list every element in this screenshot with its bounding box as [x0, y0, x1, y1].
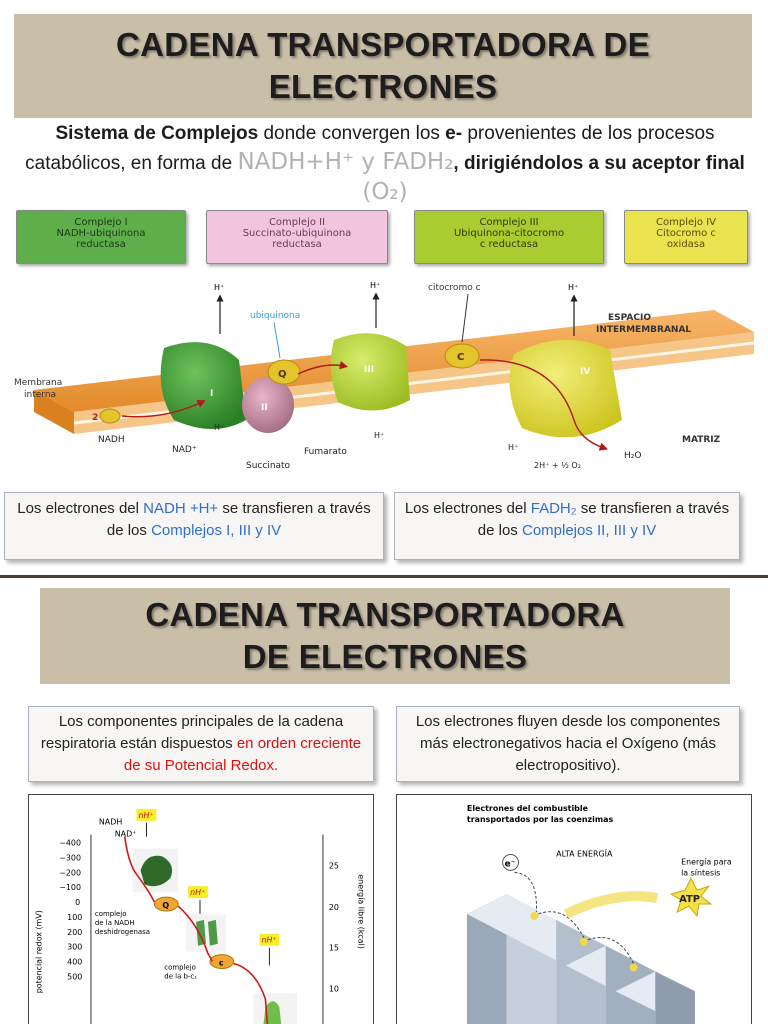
hplus-label-bottom-3: H⁺ [508, 443, 519, 452]
electron-step-1 [530, 912, 538, 920]
redox-potential-figure [28, 794, 374, 1024]
espacio-label-2: INTERMEMBRANAL [596, 325, 692, 335]
slide-2-title-line-1: CADENA TRANSPORTADORA [145, 596, 625, 633]
title-line-2: ELECTRONES [268, 68, 498, 105]
fadh2-box-highlight-2: Complejos II, III y IV [521, 522, 657, 539]
two-electron-label: 2 [92, 413, 99, 423]
complex-3-line-1: Complejo III [479, 217, 539, 228]
nadh-box-highlight-2: Complejos I, III y IV [151, 522, 282, 539]
electron-flow-box [396, 706, 740, 782]
complex-1-shape [161, 342, 246, 429]
fadh2-box-highlight-1: FADH₂ [530, 500, 577, 517]
nadh-box-highlight-1: NADH +H+ [143, 500, 219, 517]
nh-label-1: nH⁺ [138, 810, 154, 820]
complejo-bc1-line-1: complejo [164, 963, 196, 972]
complex-1-line-3: reductasa [76, 239, 126, 250]
ubiquinone-q-label: Q [278, 369, 287, 380]
energy-tick-3: 15 [328, 943, 339, 953]
complex-1-box [16, 210, 186, 264]
citocromo-pointer [462, 294, 468, 342]
complex-3-label: III [364, 365, 375, 375]
complex-1-label: I [210, 389, 214, 399]
complex-2-label: II [261, 403, 268, 413]
staircase-caption-2: transportados por las coenzimas [466, 814, 614, 824]
membrana-label-1: Membrana [14, 378, 63, 388]
espacio-label-1: ESPACIO [608, 313, 651, 323]
hplus-label-2: H⁺ [370, 281, 381, 290]
ubiquinona-pointer [274, 322, 280, 358]
complejo-nadh-line-2: de la NADH [94, 918, 135, 927]
intro-text-2: provenientes de los procesos catabólicos, en forma de [25, 123, 715, 174]
redox-tick-6: 100 [67, 912, 83, 922]
complex-1-line-1: Complejo I [74, 217, 128, 228]
fig-c-label: c [218, 958, 224, 968]
intro-formula-2: (O₂) [362, 179, 408, 205]
citocromo-label: citocromo c [428, 283, 481, 293]
two-electron-shape [100, 409, 120, 423]
hplus-label-bottom-1: H⁺ [214, 423, 225, 432]
intro-formula-1: NADH+H⁺ y FADH₂ [237, 149, 454, 175]
complex-4-box [624, 210, 748, 264]
complex-3-box [414, 210, 604, 264]
electron-step-3 [630, 964, 638, 972]
fadh2-box-text-1: Los electrones del [404, 500, 531, 517]
complex-3-line-2: Ubiquinona-citocromo [453, 228, 565, 239]
redox-tick-3: −200 [59, 868, 81, 878]
redox-y-label: potencial redox (mV) [34, 910, 44, 994]
hplus-label-3: H⁺ [568, 283, 579, 292]
hplus-label-1: H⁺ [214, 283, 225, 292]
nadh-label: NADH [98, 435, 125, 445]
nadplus-label: NAD⁺ [172, 445, 197, 455]
redox-tick-7: 200 [67, 927, 83, 937]
energy-staircase-figure [396, 794, 752, 1024]
energy-tick-2: 20 [328, 903, 339, 912]
energy-tick-4: 10 [328, 984, 339, 994]
slide-2 [0, 578, 768, 1024]
complex-4-shape [510, 340, 623, 437]
electron-step-2 [580, 938, 588, 946]
complex-2-shape [242, 377, 294, 433]
fadh2-box-text-2: se transfieren a través de los [477, 500, 730, 539]
complex-2-line-3: reductasa [272, 239, 322, 250]
electron-ball-label: e⁻ [504, 859, 516, 870]
complex-4-line-2: Citocromo c [656, 228, 716, 239]
electron-flow-text: Los electrones fluyen desde los componentes más electronegativos hacia el Oxígeno (más electropositivo). [415, 713, 721, 774]
redox-tick-10: 500 [67, 972, 83, 982]
fig-nadh-label: NADH [98, 817, 123, 827]
intro-bold-3: aceptor final [631, 153, 745, 174]
fig-q-label: Q [162, 901, 170, 911]
staircase [467, 894, 695, 1024]
succinato-label: Succinato [246, 461, 291, 470]
slide-title [14, 14, 752, 118]
complex-2-box [206, 210, 388, 264]
nh-label-2: nH⁺ [190, 888, 206, 898]
redox-tick-2: −300 [59, 853, 81, 863]
cytochrome-c-label: C [457, 352, 465, 363]
energy-y-label: energía libre (kcal) [356, 874, 366, 949]
nadh-box-text-2: se transfieren a través de los [106, 500, 371, 539]
redox-box-text: Los componentes principales de la cadena respiratoria están dispuestos [40, 713, 344, 752]
complejo-nadh-line-3: deshidrogenasa [94, 927, 150, 936]
complex-4-line-1: Complejo IV [656, 217, 716, 228]
staircase-caption-1: Electrones del combustible [466, 803, 588, 813]
intro-text-1: donde convergen los [258, 123, 446, 144]
redox-tick-8: 300 [67, 942, 83, 952]
slide-2-title [40, 588, 730, 684]
energia-label-1: Energía para [681, 857, 732, 867]
energy-beam [566, 896, 657, 914]
redox-tick-4: −100 [59, 883, 81, 893]
title-line-1: CADENA TRANSPORTADORA DE [116, 26, 650, 63]
energia-label-2: la síntesis [681, 868, 721, 878]
fadh2-info-box [394, 492, 740, 560]
complex-1-line-2: NADH-ubiquinona [56, 228, 146, 239]
intro-bold-1: Sistema de Complejos [55, 123, 259, 144]
intro-text-3: , dirigiéndolos a su [453, 153, 632, 174]
matriz-label: MATRIZ [682, 435, 721, 445]
alta-energia-label: ALTA ENERGÍA [556, 849, 613, 859]
complex-4-label: IV [580, 367, 591, 377]
energy-tick-1: 25 [328, 861, 339, 871]
ubiquinona-label: ubiquinona [250, 311, 301, 321]
redox-box-highlight: en orden creciente de su Potencial Redox. [123, 735, 362, 774]
redox-tick-5: 0 [75, 898, 81, 908]
redox-tick-1: −400 [59, 838, 81, 848]
complex-2-line-1: Complejo II [268, 217, 326, 228]
redox-tick-9: 400 [67, 957, 83, 967]
membrana-label-2: interna [24, 390, 57, 400]
complejo-nadh-line-1: complejo [94, 909, 127, 918]
intro-bold-2: e- [445, 123, 463, 144]
nadh-info-box [4, 492, 384, 560]
complex-4-line-3: oxidasa [666, 239, 706, 250]
complex-2-line-2: Succinato-ubiquinona [242, 228, 352, 239]
intro-paragraph [14, 120, 756, 208]
fig-nadplus-label: NAD⁺ [114, 829, 137, 839]
nadh-box-text-1: Los electrones del [17, 500, 144, 517]
redox-order-box [28, 706, 374, 782]
slide-2-title-line-2: DE ELECTRONES [242, 638, 528, 675]
atp-label: ATP [679, 894, 701, 906]
hplus-label-bottom-2: H⁺ [374, 431, 385, 440]
oxygen-label: 2H⁺ + ½ O₂ [534, 461, 581, 470]
h2o-label: H₂O [624, 451, 642, 461]
complejo-bc1-line-2: de la b-c₁ [164, 972, 198, 981]
fumarato-label: Fumarato [304, 447, 347, 457]
complex-3-line-3: c reductasa [479, 239, 539, 250]
nh-label-3: nH⁺ [261, 935, 277, 945]
electron-transport-diagram [14, 270, 754, 470]
